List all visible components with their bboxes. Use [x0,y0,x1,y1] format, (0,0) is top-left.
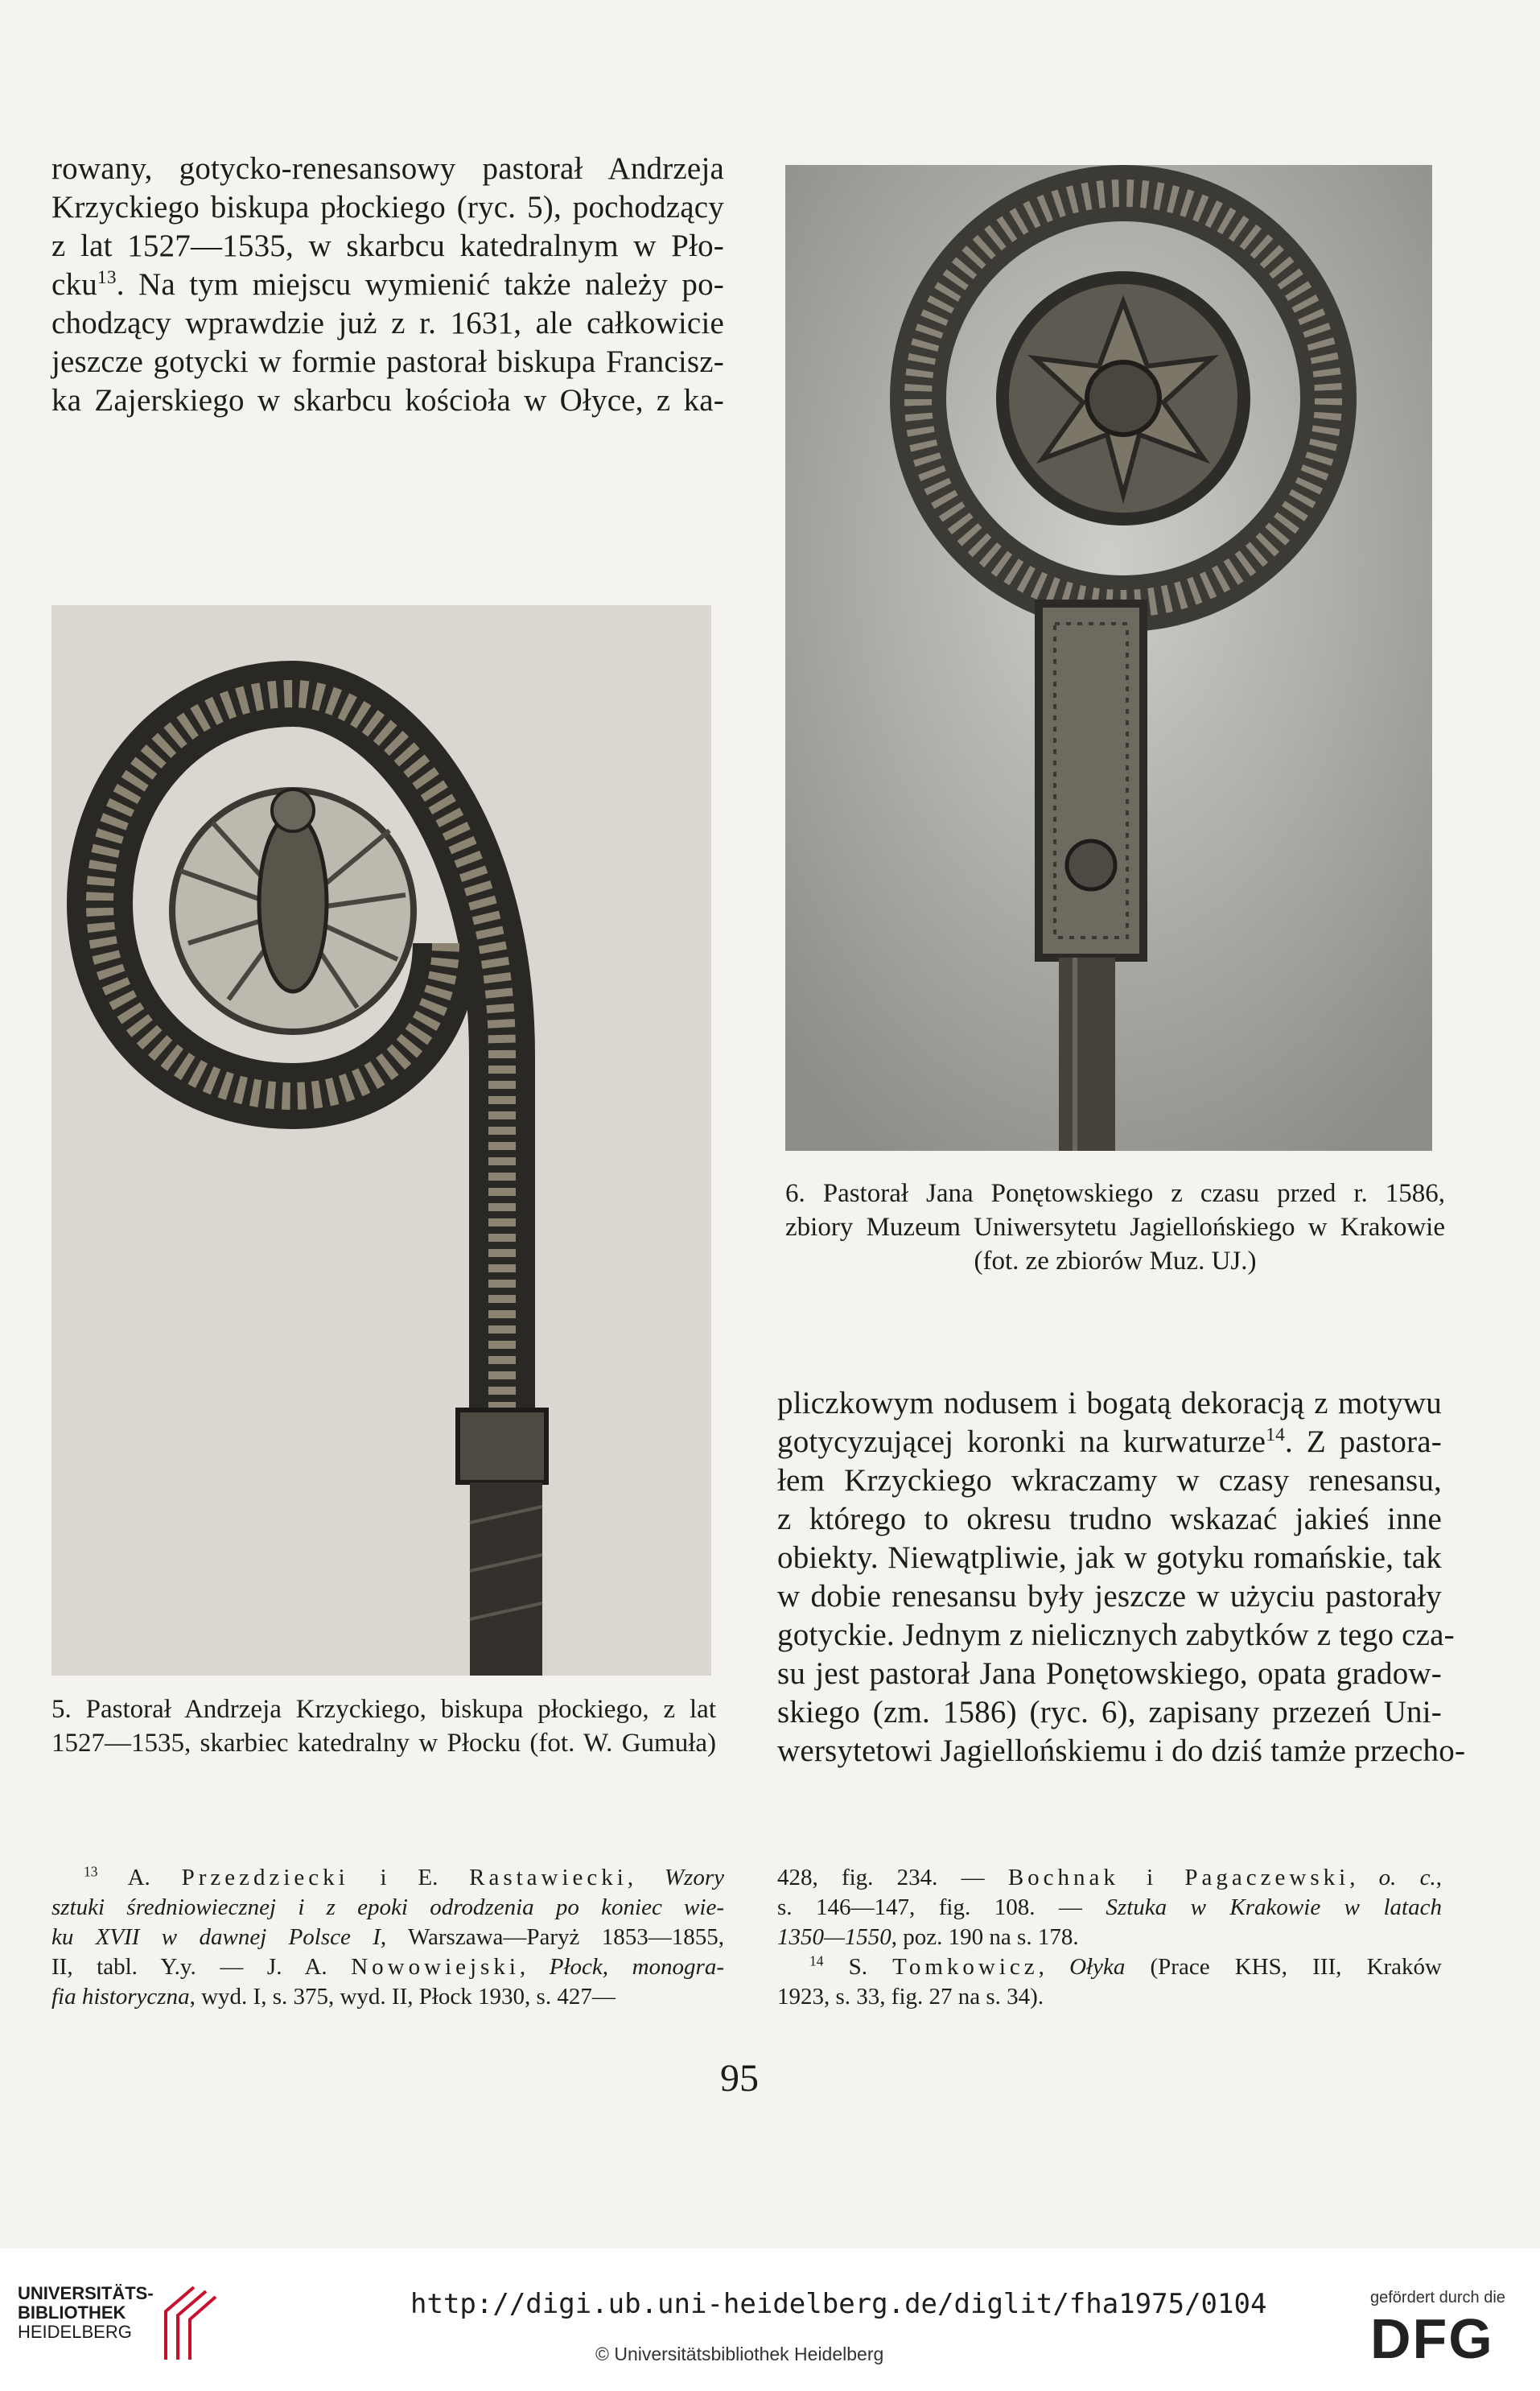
page-number: 95 [720,2057,759,2100]
figure-6-photo [785,165,1432,1151]
footnote-line: 1350—1550, poz. 190 na s. 178. [777,1924,1079,1950]
pastoral-krzycki-image [51,605,711,1676]
caption-line: 6. Pastorał Jana Ponętowskiego z czasu przed r. 1586, [785,1179,1445,1208]
figure-5-caption [51,1692,716,1760]
dfg-logo: DFG [1370,2307,1494,2370]
footnote-line: fia historyczna, wyd. I, s. 375, wyd. II, Płock 1930, s. 427— [51,1984,616,2010]
library-name-line1: UNIVERSITÄTS- [18,2283,154,2303]
text-line: gotycyzującej koronki na kurwaturze$^{14}$. Z pastora- [777,1424,1442,1459]
caption-line: 5. Pastorał Andrzeja Krzyckiego, biskupa płockiego, z lat [51,1695,716,1724]
footnote-ref-13[interactable]: 13 [97,267,117,288]
library-name-line3: HEIDELBERG [18,2322,132,2342]
footnote-line: ku XVII w dawnej Polsce I, Warszawa—Paryż 1853—1855, [51,1924,724,1950]
text-line: obiekty. Niewątpliwie, jak w gotyku romańskie, tak [777,1540,1442,1575]
caption-line: 1527—1535, skarbiec katedralny w Płocku (fot. W. Gumuła) [51,1729,716,1758]
text-line: cku$^{13}$. Na tym miejscu wymienić także należy po- [51,267,724,302]
top-paragraph [51,150,724,420]
library-logo-icon [158,2279,222,2368]
text-line: pliczkowym nodusem i bogatą dekoracją z motywu [777,1386,1442,1420]
footnote-line: 428, fig. 234. — Bochnak i Pagaczewski, o. c., [777,1865,1443,1890]
footnote-line: sztuki średniowiecznej i z epoki odrodzenia po koniec wie- [51,1894,724,1920]
footnote-ref-14[interactable]: 14 [1266,1424,1285,1445]
text-line: jeszcze gotycki w formie pastorał biskupa Francisz- [51,344,724,379]
text-line: z lat 1527—1535, w skarbcu katedralnym w Pło- [51,229,724,263]
text-line: wersytetowi Jagiellońskiemu i do dziś tamże przecho- [777,1733,1466,1768]
text-line: łem Krzyckiego wkraczamy w czasy renesansu, [777,1463,1442,1498]
footnote-line: II, tabl. Y.y. — J. A. Nowowiejski, Płock, monogra- [51,1954,724,1980]
footnote-line: 1923, s. 33, fig. 27 na s. 34). [777,1984,1044,2010]
text-line: w dobie renesansu były jeszcze w użyciu pastorały [777,1579,1442,1614]
text-line: Krzyckiego biskupa płockiego (ryc. 5), pochodzący [51,190,724,225]
footnote-line: $^{13}$ A. Przezdziecki i E. Rastawiecki, Wzory [84,1863,724,1890]
footnotes-right [777,1863,1442,2012]
text-line: skiego (zm. 1586) (ryc. 6), zapisany przezeń Uni- [777,1695,1442,1729]
copyright-notice: © Universitätsbibliothek Heidelberg [595,2344,884,2364]
text-line: gotyckie. Jednym z nielicznych zabytków z tego cza- [777,1618,1455,1652]
library-logo-text [18,2284,154,2342]
text-line: rowany, gotycko-renesansowy pastorał Andrzeja [51,151,724,186]
digital-library-link[interactable]: http://digi.ub.uni-heidelberg.de/diglit/fha1975/0104 [410,2288,1267,2320]
footnote-line: $^{14}$ S. Tomkowicz, Ołyka (Prace KHS, III, Kraków [809,1952,1443,1980]
figure-5-photo [51,605,711,1676]
text-line: su jest pastorał Jana Ponętowskiego, opata gradow- [777,1656,1442,1691]
text-line: chodzący wprawdzie już z r. 1631, ale całkowicie [51,306,724,340]
right-paragraph [777,1384,1466,1771]
footnotes-left [51,1863,724,2012]
text-line: ka Zajerskiego w skarbcu kościoła w Ołyce, z ka- [51,383,724,418]
library-name-line2: BIBLIOTHEK [18,2302,126,2323]
footnote-line: s. 146—147, fig. 108. — Sztuka w Krakowie w latach [777,1894,1442,1920]
pastoral-ponetowski-image [785,165,1432,1151]
caption-line: (fot. ze zbiorów Muz. UJ.) [974,1247,1257,1276]
figure-6-caption [785,1177,1445,1278]
funding-note: gefördert durch die [1370,2289,1505,2306]
caption-line: zbiory Muzeum Uniwersytetu Jagiellońskiego w Krakowie [785,1213,1445,1242]
text-line: z którego to okresu trudno wskazać jakieś inne [777,1502,1442,1536]
